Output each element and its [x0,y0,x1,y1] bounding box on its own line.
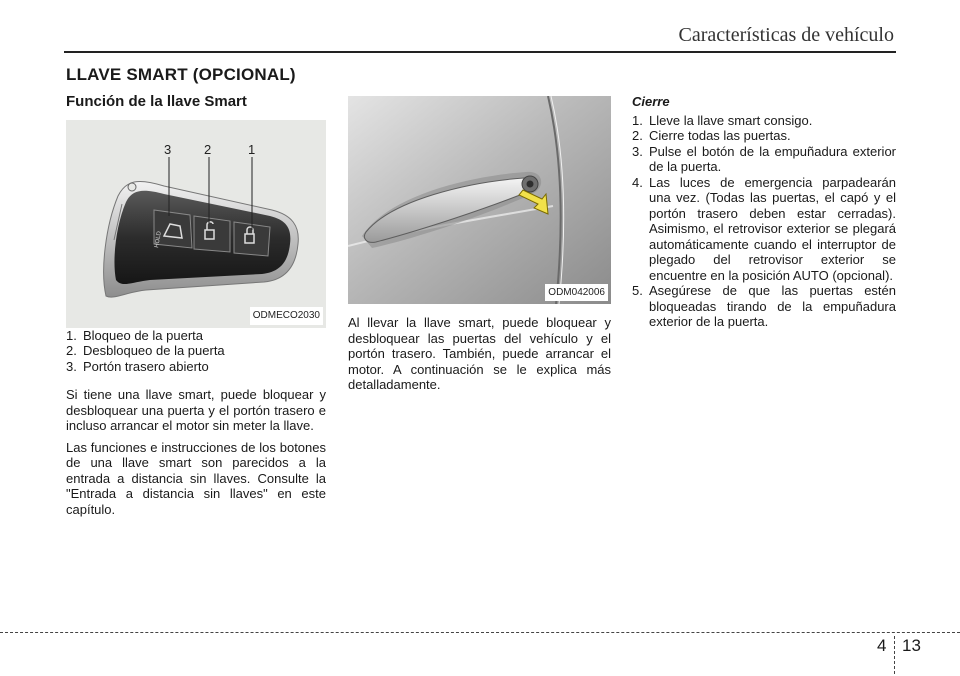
column-1 [66,94,326,517]
unlock-button [194,216,230,252]
column-2 [348,94,611,393]
page-number: 13 [902,636,921,655]
list-item: 2. Cierre todas las puertas. [632,128,791,143]
header-title: Características de vehículo [678,24,894,46]
list-item: 4. Las luces de emergencia parpadearán una vez. (Todas las puertas, el capó y el portón trasero deben estar cerradas). Asimismo, el retrovisor exterior se plegará automáticamente cuando el interruptor de plegado del retrovisor exterior se encuentre en la posición AUTO (opcional). [632,174,896,283]
callout-1: 1 [248,141,256,157]
door-handle-figure [348,96,611,304]
footer-rule [0,632,960,633]
list-item: 1. Lleve la llave smart consigo. [632,112,813,128]
list-item: 3. Pulse el botón de la empuñadura exterior de la puerta. [632,143,896,174]
paragraph: Al llevar la llave smart, puede bloquear y desbloquear las puertas del vehículo y el portón trasero. También, puede arrancar el motor. A continuación se le explica más detalladamente. [348,315,611,392]
lock-heading: Cierre [632,94,670,109]
chapter-number: 4 [877,636,887,655]
header-rule [64,51,896,53]
list-item: 2. Desbloqueo de la puerta [66,343,225,358]
list-item: 5. Asegúrese de que las puertas estén bloqueadas tirando de la empuñadura exterior de la puerta. [632,283,896,329]
paragraph: Si tiene una llave smart, puede bloquear y desbloquear una puerta y el portón trasero e incluso arrancar el motor sin meter la llave. [66,387,326,433]
smart-key-figure [66,120,326,328]
lock-steps-list [632,113,896,330]
paragraph: Las funciones e instrucciones de los botones de una llave smart son parecidos a la entrada a distancia sin llaves. Consulte la "Entrada a distancia sin llaves" en este capítulo. [66,439,326,517]
column-3 [632,94,896,330]
callout-2: 2 [204,141,212,157]
figure-caption: ODMECO2030 [250,307,323,325]
smart-key-illustration [66,120,326,328]
callout-3: 3 [164,141,172,157]
key-button-list [66,328,326,375]
door-handle-illustration [348,96,611,304]
hold-label: HOLD [154,230,163,248]
footer-divider [894,636,895,674]
figure-caption: ODM042006 [545,284,608,302]
smart-key-function-heading: Función de la llave Smart [66,93,247,110]
section-title: LLAVE SMART (OPCIONAL) [66,65,296,84]
list-item: 3. Portón trasero abierto [66,358,209,374]
key-ring-hole [128,183,136,191]
list-item: 1. Bloqueo de la puerta [66,327,203,343]
